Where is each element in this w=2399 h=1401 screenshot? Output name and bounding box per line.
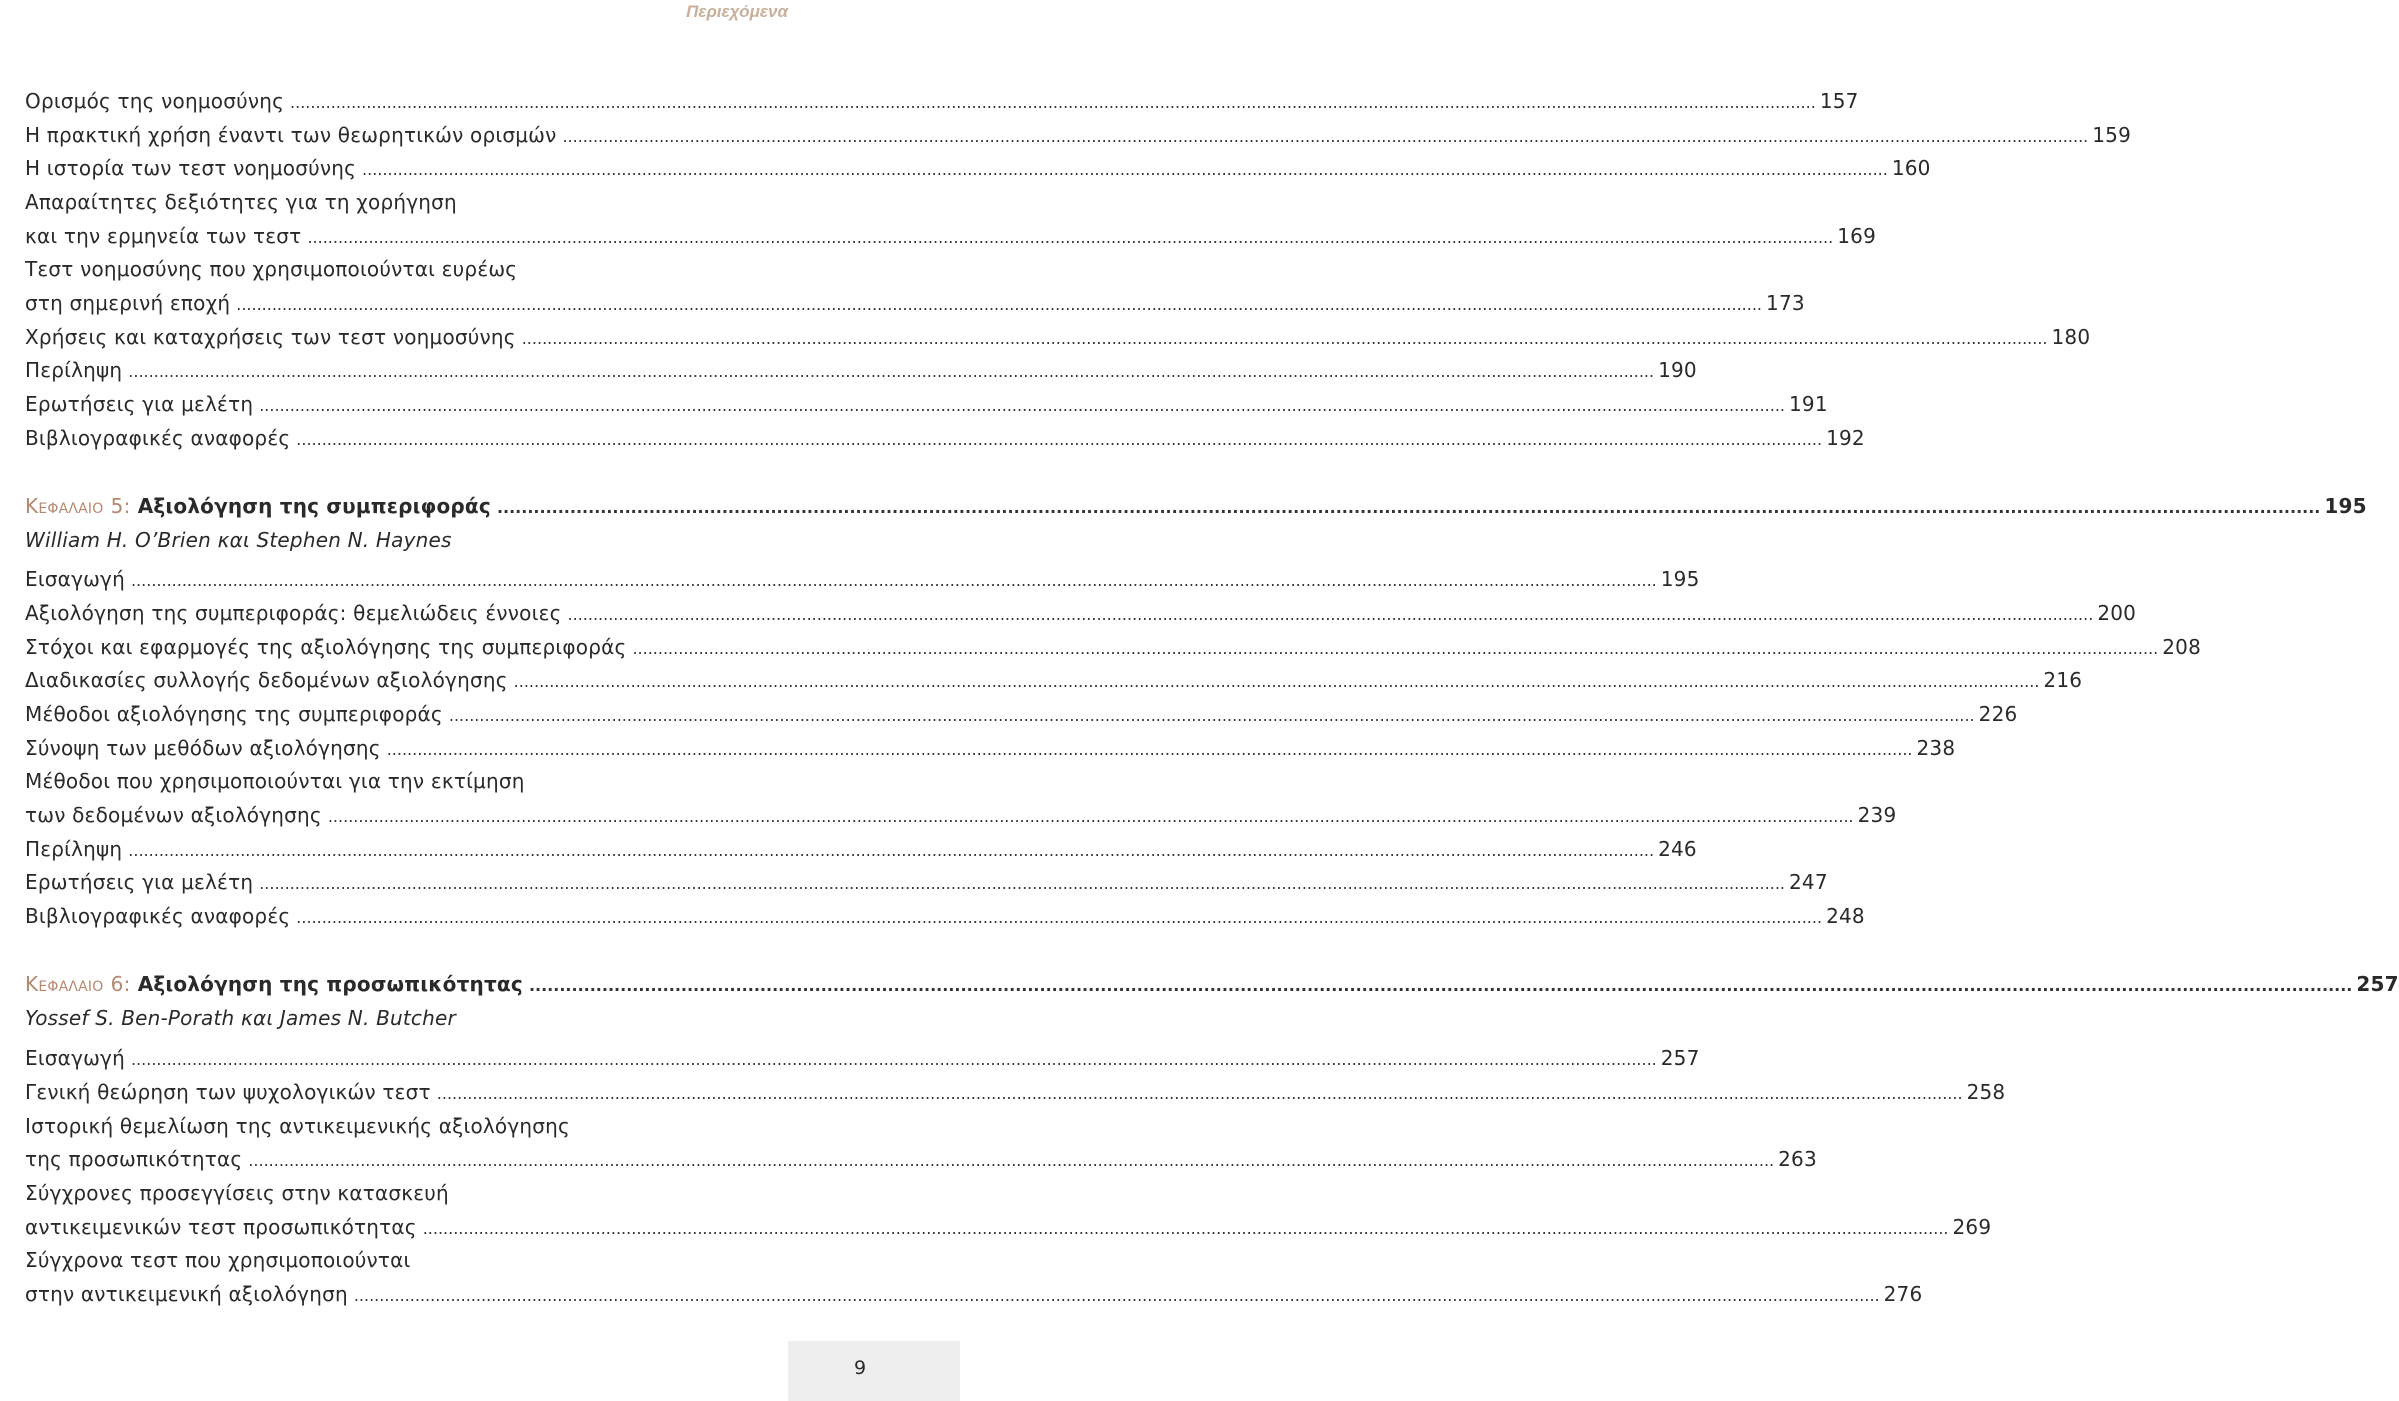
toc-entry	[25, 596, 2137, 630]
toc-entry-page: 195	[2324, 494, 2367, 518]
dot-leader: ............................................................................................................................................................................................................................................................................................................	[236, 295, 1763, 314]
chapter-heading	[25, 489, 2367, 523]
toc-entry	[25, 798, 1897, 832]
chapter-label	[25, 489, 491, 523]
toc-entry-page: 258	[1966, 1080, 2006, 1104]
toc-entry	[25, 663, 2083, 697]
toc-entry-label: της προσωπικότητας	[25, 1147, 243, 1171]
toc-entry-page: 257	[1660, 1046, 1700, 1070]
dot-leader: ............................................................................................................................................................................................................................................................................................................	[128, 841, 1655, 860]
toc-entry	[25, 865, 1828, 899]
dot-leader: ............................................................................................................................................................................................................................................................................................................	[562, 127, 2089, 146]
chapter-number: 6:	[110, 972, 131, 996]
toc-entry-label: Χρήσεις και καταχρήσεις των τεστ νοημοσύνης	[25, 325, 516, 349]
toc-entry-label: Η πρακτική χρήση έναντι των θεωρητικών ορισμών	[25, 123, 557, 147]
toc-entry	[25, 1277, 1923, 1311]
dot-leader: ............................................................................................................................................................................................................................................................................................................	[259, 396, 1785, 415]
dot-leader: ............................................................................................................................................................................................................................................................................................................	[496, 498, 2321, 517]
toc-entry	[25, 1142, 1817, 1176]
toc-entry	[25, 764, 786, 798]
toc-entry-page: 169	[1837, 224, 1876, 248]
toc-entry-page: 263	[1778, 1147, 1817, 1171]
toc-entry-page: 246	[1658, 837, 1697, 861]
toc-entry-label: Περίληψη	[25, 358, 123, 382]
toc-entry	[25, 1075, 2006, 1109]
dot-leader: ............................................................................................................................................................................................................................................................................................................	[296, 430, 1823, 449]
dot-leader: ............................................................................................................................................................................................................................................................................................................	[248, 1151, 1775, 1170]
toc-entry-label: Τεστ νοημοσύνης που χρησιμοποιούνται ευρέως	[25, 257, 518, 281]
toc-entry	[25, 252, 786, 286]
toc-entry-label: Γενική θεώρηση των ψυχολογικών τεστ	[25, 1080, 431, 1104]
toc-entry	[25, 219, 1876, 253]
toc-entry	[25, 353, 1697, 387]
toc-entry	[25, 151, 1931, 185]
toc-entry-page: 226	[1978, 702, 2018, 726]
toc-entry	[25, 697, 2018, 731]
toc-entry	[25, 899, 1865, 933]
toc-entry-label: Ιστορική θεμελίωση της αντικειμενικής αξιολόγησης	[25, 1114, 570, 1138]
toc-entry	[25, 630, 2202, 664]
toc-entry-label: αντικειμενικών τεστ προσωπικότητας	[25, 1215, 417, 1239]
dot-leader: ............................................................................................................................................................................................................................................................................................................	[567, 605, 2094, 624]
toc-entry-page: 248	[1826, 904, 1865, 928]
toc-entry	[25, 118, 2132, 152]
toc-entry	[25, 731, 1956, 765]
toc-entry-page: 157	[1819, 89, 1859, 113]
chapter-heading	[25, 967, 2399, 1001]
toc-entry-label: Ερωτήσεις για μελέτη	[25, 392, 254, 416]
chapter-prefix: Κεφαλαιο	[25, 972, 104, 996]
toc-entry-label: Εισαγωγή	[25, 567, 125, 591]
toc-entry	[25, 320, 2091, 354]
toc-entry-page: 191	[1788, 392, 1828, 416]
toc-entry-page: 216	[2043, 668, 2083, 692]
toc-entry-label: Αξιολόγηση της συμπεριφοράς: θεμελιώδεις έννοιες	[25, 601, 562, 625]
toc-entry-label: Σύγχρονα τεστ που χρησιμοποιούνται	[25, 1248, 411, 1272]
toc-entry-label: Μέθοδοι που χρησιμοποιούνται για την εκτίμηση	[25, 769, 525, 793]
dot-leader: ............................................................................................................................................................................................................................................................................................................	[436, 1084, 1963, 1103]
toc-entry-label: Σύγχρονες προσεγγίσεις στην κατασκευή	[25, 1181, 449, 1205]
toc-entry	[25, 387, 1828, 421]
authors-text: Yossef S. Ben-Porath και James N. Butcher	[25, 1006, 456, 1030]
toc-entry-label: στη σημερινή εποχή	[25, 291, 231, 315]
page-number: 9	[854, 1357, 867, 1379]
chapter-authors	[25, 1001, 786, 1035]
chapter-prefix: Κεφαλαιο	[25, 494, 104, 518]
dot-leader: ............................................................................................................................................................................................................................................................................................................	[513, 672, 2040, 691]
toc-entry-page: 180	[2051, 325, 2091, 349]
toc-entry-page: 238	[1916, 736, 1956, 760]
chapter-title: Αξιολόγηση της συμπεριφοράς	[137, 494, 491, 518]
toc-entry-label: Μέθοδοι αξιολόγησης της συμπεριφοράς	[25, 702, 443, 726]
toc-entry-label: Ορισμός της νοημοσύνης	[25, 89, 285, 113]
toc-entry	[25, 286, 1805, 320]
toc-entry-page: 276	[1883, 1282, 1923, 1306]
chapter-title: Αξιολόγηση της προσωπικότητας	[137, 972, 523, 996]
toc-entry-page: 195	[1660, 567, 1700, 591]
page-number-box	[788, 1341, 960, 1401]
chapter-label	[25, 967, 523, 1001]
toc-entry	[25, 1210, 1992, 1244]
toc-entry	[25, 1243, 786, 1277]
toc-entry-label: Στόχοι και εφαρμογές της αξιολόγησης της συμπεριφοράς	[25, 635, 627, 659]
toc-entry-page: 190	[1658, 358, 1697, 382]
dot-leader: ............................................................................................................................................................................................................................................................................................................	[362, 160, 1888, 179]
dot-leader: ............................................................................................................................................................................................................................................................................................................	[296, 908, 1823, 927]
dot-leader: ............................................................................................................................................................................................................................................................................................................	[327, 807, 1854, 826]
running-header-title: Περιεχόμενα	[686, 2, 788, 21]
dot-leader: ............................................................................................................................................................................................................................................................................................................	[448, 706, 1975, 725]
toc-entry-label: Η ιστορία των τεστ νοημοσύνης	[25, 156, 357, 180]
toc-entry-label: στην αντικειμενική αξιολόγηση	[25, 1282, 348, 1306]
dot-leader: ............................................................................................................................................................................................................................................................................................................	[130, 571, 1657, 590]
dot-leader: ............................................................................................................................................................................................................................................................................................................	[528, 976, 2353, 995]
toc-entry-page: 160	[1891, 156, 1931, 180]
dot-leader: ............................................................................................................................................................................................................................................................................................................	[353, 1286, 1880, 1305]
toc-entry-page: 159	[2092, 123, 2132, 147]
toc-entry	[25, 1176, 786, 1210]
toc-entry-label: Εισαγωγή	[25, 1046, 125, 1070]
dot-leader: ............................................................................................................................................................................................................................................................................................................	[130, 1050, 1657, 1069]
toc-entry-label: Ερωτήσεις για μελέτη	[25, 870, 254, 894]
toc-entry	[25, 562, 1700, 596]
toc-entry-page: 192	[1826, 426, 1865, 450]
dot-leader: ............................................................................................................................................................................................................................................................................................................	[632, 639, 2159, 658]
dot-leader: ............................................................................................................................................................................................................................................................................................................	[422, 1219, 1949, 1238]
toc-entry-label: και την ερμηνεία των τεστ	[25, 224, 302, 248]
toc-entry	[25, 1041, 1700, 1075]
dot-leader: ............................................................................................................................................................................................................................................................................................................	[259, 874, 1785, 893]
toc-entry-page: 239	[1857, 803, 1897, 827]
toc-entry-page: 200	[2097, 601, 2137, 625]
dot-leader: ............................................................................................................................................................................................................................................................................................................	[386, 740, 1913, 759]
dot-leader: ............................................................................................................................................................................................................................................................................................................	[290, 93, 1816, 112]
toc-entry-label: Περίληψη	[25, 837, 123, 861]
chapter-authors	[25, 523, 786, 557]
toc-entry-page: 247	[1788, 870, 1828, 894]
dot-leader: ............................................................................................................................................................................................................................................................................................................	[128, 362, 1655, 381]
toc-entry	[25, 84, 1859, 118]
authors-text: William H. O’Brien και Stephen N. Haynes	[25, 528, 452, 552]
toc-entry-label: των δεδομένων αξιολόγησης	[25, 803, 322, 827]
toc-entry	[25, 185, 786, 219]
toc-entry-label: Απαραίτητες δεξιότητες για τη χορήγηση	[25, 190, 457, 214]
toc-entry	[25, 421, 1865, 455]
toc-entry-label: Διαδικασίες συλλογής δεδομένων αξιολόγησης	[25, 668, 508, 692]
toc-entry	[25, 832, 1697, 866]
toc-entry-page: 173	[1766, 291, 1805, 315]
chapter-number: 5:	[110, 494, 131, 518]
dot-leader: ............................................................................................................................................................................................................................................................................................................	[307, 228, 1834, 247]
toc-entry-label: Βιβλιογραφικές αναφορές	[25, 426, 291, 450]
toc-entry-page: 269	[1952, 1215, 1992, 1239]
dot-leader: ............................................................................................................................................................................................................................................................................................................	[521, 329, 2048, 348]
toc-entry-page: 208	[2162, 635, 2202, 659]
toc-entry-label: Σύνοψη των μεθόδων αξιολόγησης	[25, 736, 381, 760]
toc-entry-label: Βιβλιογραφικές αναφορές	[25, 904, 291, 928]
toc-entry	[25, 1109, 786, 1143]
toc-entry-page: 257	[2356, 972, 2399, 996]
